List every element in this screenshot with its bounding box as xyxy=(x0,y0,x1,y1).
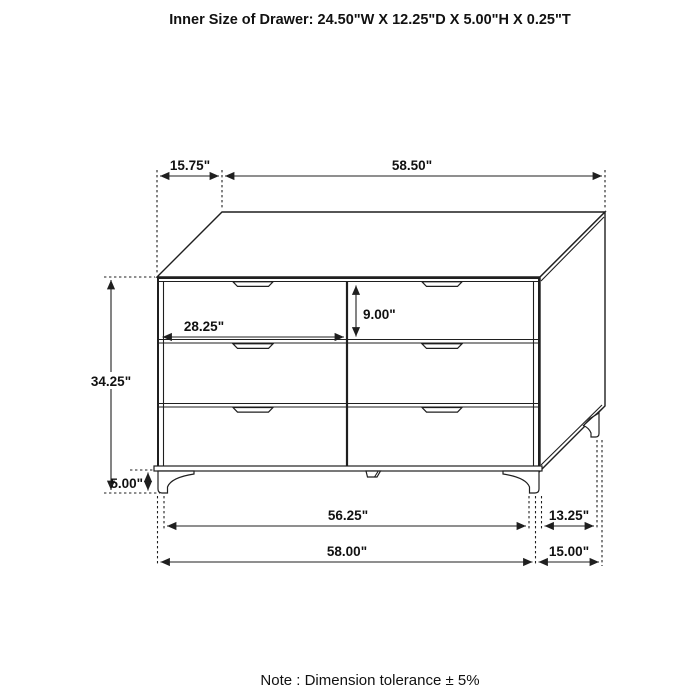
base-rail xyxy=(154,466,542,471)
dim-label-drawer-width: 28.25" xyxy=(183,319,225,334)
drawer-handle-icon xyxy=(422,282,462,287)
front-right-leg xyxy=(503,471,539,493)
dim-label-top-depth: 15.75" xyxy=(169,158,211,173)
drawer-handle-icon xyxy=(233,282,273,287)
dim-label-base-width: 56.25" xyxy=(327,508,369,523)
page-title: Inner Size of Drawer: 24.50"W X 12.25"D X 5.00"H X 0.25"T xyxy=(169,12,571,28)
dim-label-overall-width: 58.00" xyxy=(326,544,368,559)
dresser-drawing xyxy=(154,212,605,493)
drawer-handle-icon xyxy=(422,344,462,349)
drawer-handle-icon xyxy=(233,344,273,349)
dresser-front-face xyxy=(158,278,539,470)
drawer-handle-icon xyxy=(422,408,462,413)
dim-label-overall-height: 34.25" xyxy=(90,374,132,389)
dim-label-top-width: 58.50" xyxy=(391,158,433,173)
tolerance-note: Note : Dimension tolerance ± 5% xyxy=(260,672,480,689)
drawer-handle-icon xyxy=(233,408,273,413)
dim-label-overall-depth: 15.00" xyxy=(548,544,590,559)
front-left-leg xyxy=(158,471,194,493)
dresser-top-face xyxy=(157,212,605,277)
dim-label-leg-height: 5.00" xyxy=(110,476,143,491)
dim-label-base-depth: 13.25" xyxy=(548,508,590,523)
dim-label-drawer-height: 9.00" xyxy=(363,307,396,322)
